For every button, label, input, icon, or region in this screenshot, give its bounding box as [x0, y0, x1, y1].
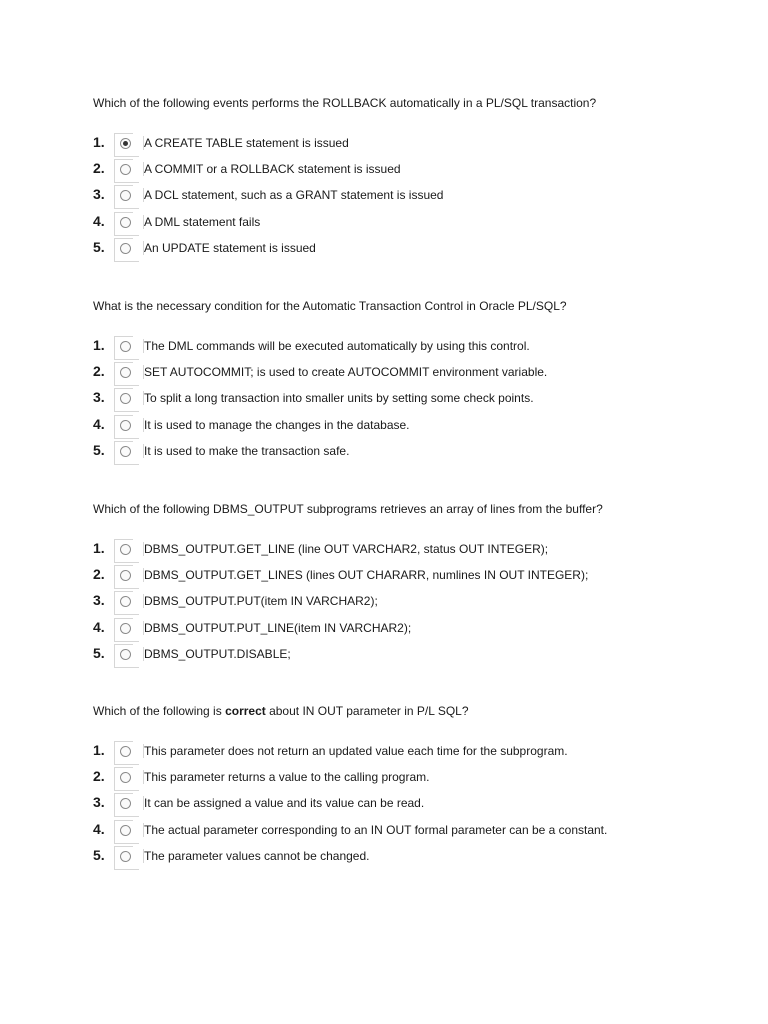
option-label: DBMS_OUTPUT.GET_LINES (lines OUT CHARARR, numlines IN OUT INTEGER); [144, 568, 589, 583]
option-number: 1. [93, 134, 105, 150]
options-list [93, 133, 743, 264]
option-number: 2. [93, 160, 105, 177]
option-label: A DML statement fails [144, 214, 261, 229]
option-row[interactable] [93, 441, 743, 467]
option-label: The parameter values cannot be changed. [144, 848, 370, 863]
option-number: 2. [93, 363, 105, 380]
option-row[interactable] [93, 212, 743, 238]
question-4 [93, 704, 743, 863]
option-number: 3. [93, 389, 105, 406]
option-number: 4. [93, 415, 105, 432]
option-row[interactable] [93, 618, 743, 644]
radio-button[interactable] [120, 544, 131, 555]
option-row[interactable] [93, 362, 743, 388]
radio-button[interactable] [120, 851, 131, 862]
option-row[interactable] [93, 159, 743, 185]
option-label: DBMS_OUTPUT.GET_LINE (line OUT VARCHAR2, status OUT INTEGER); [144, 542, 549, 556]
radio-button[interactable] [120, 746, 131, 757]
question-2 [93, 299, 743, 458]
radio-button[interactable] [120, 217, 131, 228]
radio-button[interactable] [120, 446, 131, 457]
option-number: 2. [93, 566, 105, 583]
option-row[interactable] [93, 565, 743, 591]
radio-button[interactable] [120, 623, 131, 634]
option-label: DBMS_OUTPUT.DISABLE; [144, 646, 291, 661]
radio-button[interactable] [120, 420, 131, 431]
option-number: 3. [93, 592, 105, 609]
option-label: The actual parameter corresponding to an IN OUT formal parameter can be a constant. [144, 822, 608, 837]
radio-button[interactable] [120, 190, 131, 201]
options-list [93, 741, 743, 872]
options-list [93, 539, 743, 670]
emphasis-text: correct [225, 704, 266, 718]
option-label: This parameter does not return an updated value each time for the subprogram. [144, 744, 568, 758]
radio-button[interactable] [120, 164, 131, 175]
option-label: To split a long transaction into smaller units by setting some check points. [144, 391, 534, 406]
option-row[interactable] [93, 846, 743, 872]
question-text: Which of the following DBMS_OUTPUT subprograms retrieves an array of lines from the buffer? [93, 502, 603, 516]
option-row[interactable] [93, 133, 743, 159]
radio-button[interactable] [120, 649, 131, 660]
option-label: SET AUTOCOMMIT; is used to create AUTOCOMMIT environment variable. [144, 365, 548, 380]
option-number: 4. [93, 820, 105, 837]
option-label: DBMS_OUTPUT.PUT(item IN VARCHAR2); [144, 594, 378, 609]
option-row[interactable] [93, 388, 743, 414]
option-number: 5. [93, 238, 105, 255]
option-label: It is used to make the transaction safe. [144, 443, 350, 458]
option-label: This parameter returns a value to the calling program. [144, 770, 430, 785]
option-number: 2. [93, 768, 105, 785]
option-label: A COMMIT or a ROLLBACK statement is issued [144, 162, 401, 177]
question-text: What is the necessary condition for the Automatic Transaction Control in Oracle PL/SQL? [93, 299, 567, 313]
question-1 [93, 96, 743, 255]
question-text: Which of the following is correct about IN OUT parameter in P/L SQL? [93, 704, 469, 718]
radio-button[interactable] [120, 570, 131, 581]
option-label: It can be assigned a value and its value can be read. [144, 796, 425, 811]
radio-button[interactable] [120, 798, 131, 809]
option-label: DBMS_OUTPUT.PUT_LINE(item IN VARCHAR2); [144, 620, 412, 635]
option-row[interactable] [93, 644, 743, 670]
option-label: The DML commands will be executed automatically by using this control. [144, 339, 530, 353]
option-number: 5. [93, 846, 105, 863]
option-row[interactable] [93, 741, 743, 767]
question-3 [93, 502, 743, 661]
radio-button[interactable] [120, 772, 131, 783]
question-text: Which of the following events performs the ROLLBACK automatically in a PL/SQL transaction? [93, 96, 597, 110]
option-number: 1. [93, 742, 105, 758]
option-number: 3. [93, 794, 105, 811]
radio-button[interactable] [120, 341, 131, 352]
option-number: 5. [93, 644, 105, 661]
option-number: 1. [93, 540, 105, 556]
radio-button[interactable] [120, 243, 131, 254]
option-number: 1. [93, 337, 105, 353]
radio-button[interactable] [120, 393, 131, 404]
option-row[interactable] [93, 767, 743, 793]
option-row[interactable] [93, 238, 743, 264]
radio-button-selected[interactable] [120, 138, 131, 149]
options-list [93, 336, 743, 467]
radio-button[interactable] [120, 825, 131, 836]
option-row[interactable] [93, 415, 743, 441]
option-number: 3. [93, 186, 105, 203]
option-row[interactable] [93, 820, 743, 846]
radio-button[interactable] [120, 596, 131, 607]
option-number: 5. [93, 441, 105, 458]
radio-button[interactable] [120, 367, 131, 378]
option-label: It is used to manage the changes in the database. [144, 417, 410, 432]
option-row[interactable] [93, 539, 743, 565]
option-label: An UPDATE statement is issued [144, 240, 316, 255]
option-row[interactable] [93, 591, 743, 617]
option-row[interactable] [93, 336, 743, 362]
option-label: A CREATE TABLE statement is issued [144, 136, 349, 150]
option-row[interactable] [93, 185, 743, 211]
option-number: 4. [93, 618, 105, 635]
option-label: A DCL statement, such as a GRANT statement is issued [144, 188, 444, 203]
option-row[interactable] [93, 793, 743, 819]
option-number: 4. [93, 212, 105, 229]
